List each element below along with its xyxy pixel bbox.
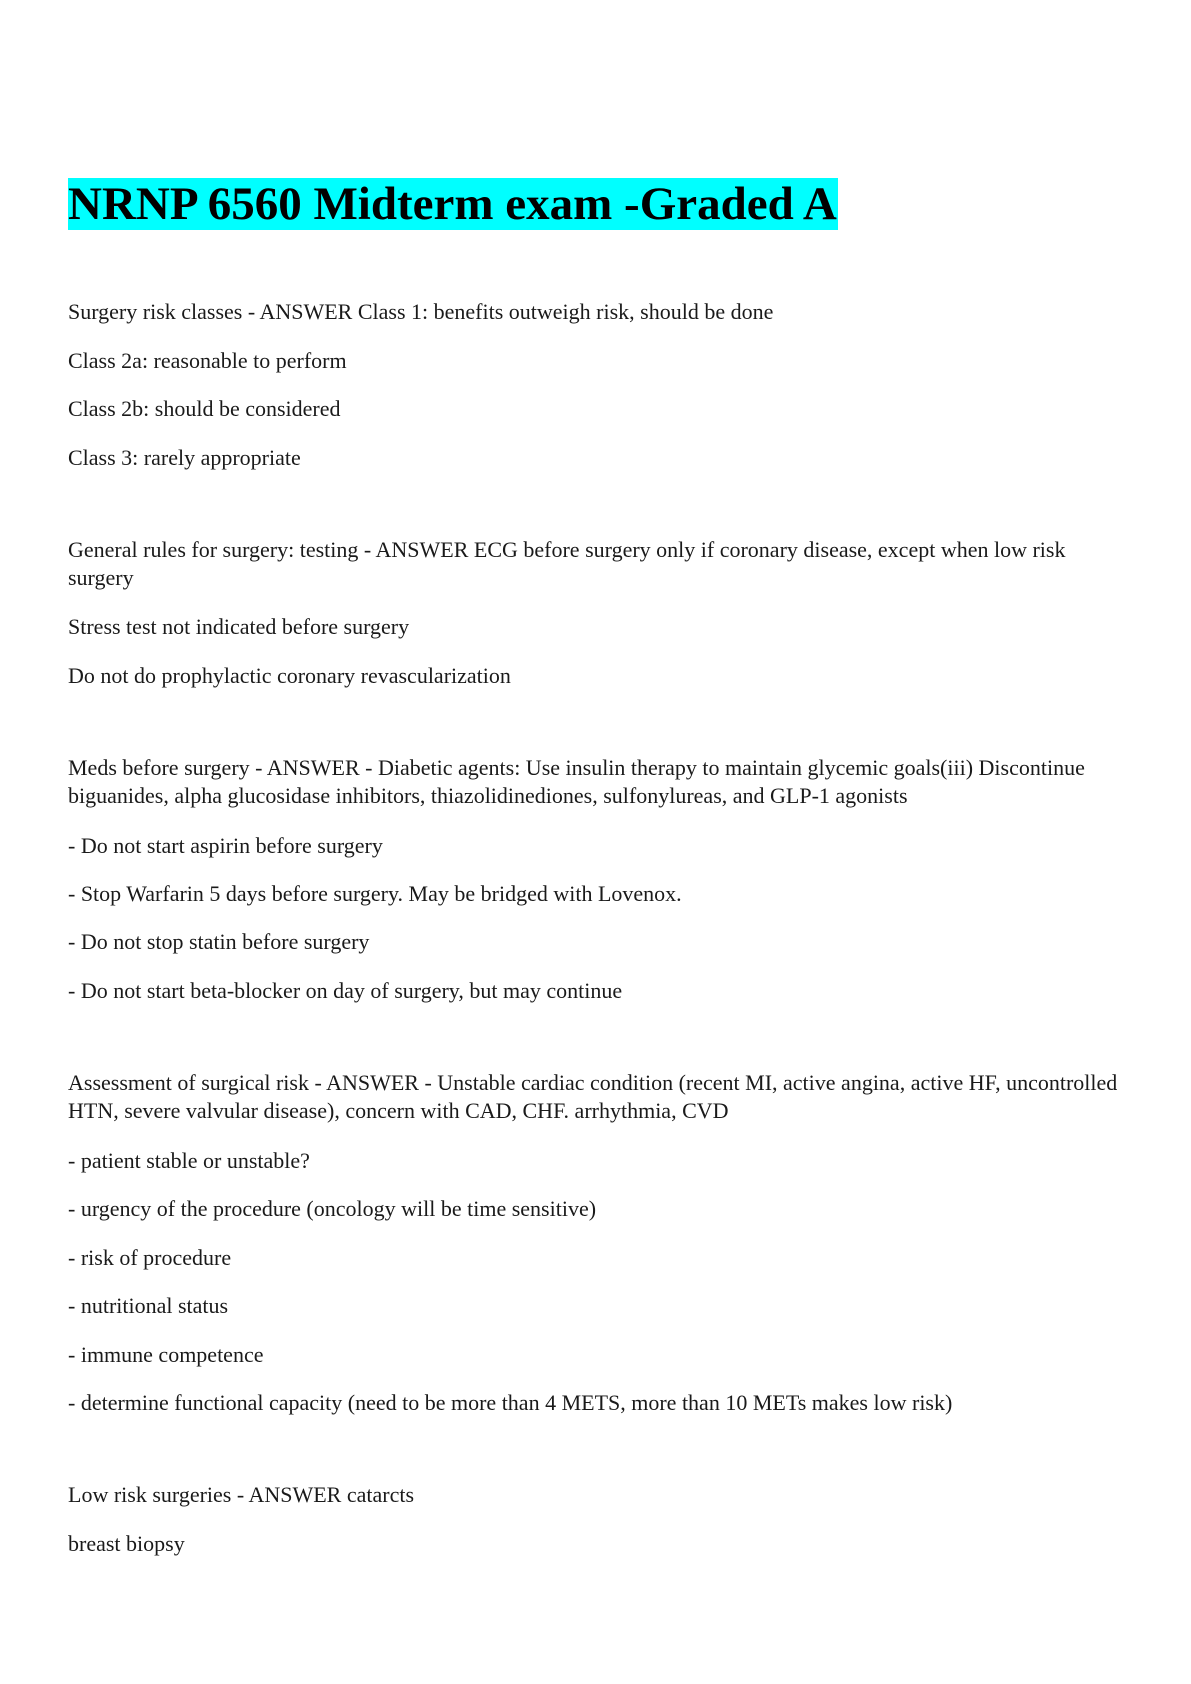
line-prophylactic-revascularization: Do not do prophylactic coronary revascularization [68,663,511,688]
line-urgency: - urgency of the procedure (oncology will be time sensitive) [68,1196,597,1221]
line-functional-capacity: - determine functional capacity (need to be more than 4 METS, more than 10 METs makes low risk) [68,1390,953,1415]
paragraph-surgery-risk-classes: Surgery risk classes - ANSWER Class 1: benefits outweigh risk, should be done [68,299,774,324]
paragraph-general-rules: General rules for surgery: testing - ANSWER ECG before surgery only if coronary disease, except when low risk surgery [68,537,1066,590]
line-beta-blocker: - Do not start beta-blocker on day of surgery, but may continue [68,978,623,1003]
line-nutritional-status: - nutritional status [68,1293,229,1318]
paragraph-low-risk-surgeries: Low risk surgeries - ANSWER catarcts [68,1482,415,1507]
line-breast-biopsy: breast biopsy [68,1531,185,1556]
line-statin: - Do not stop statin before surgery [68,929,370,954]
line-risk-of-procedure: - risk of procedure [68,1245,232,1270]
line-class-2b: Class 2b: should be considered [68,396,341,421]
line-warfarin: - Stop Warfarin 5 days before surgery. May be bridged with Lovenox. [68,881,682,906]
paragraph-meds-before-surgery: Meds before surgery - ANSWER - Diabetic agents: Use insulin therapy to maintain glycemic goals(iii) Discontinue biguanides, alpha glucosidase inhibitors, thiazolidinediones, sulfonylureas, and GLP-1 agonists [68,755,1085,808]
line-class-3: Class 3: rarely appropriate [68,445,301,470]
line-class-2a: Class 2a: reasonable to perform [68,348,347,373]
line-immune-competence: - immune competence [68,1342,264,1367]
document-title [68,178,838,230]
paragraph-assessment-surgical-risk: Assessment of surgical risk - ANSWER - Unstable cardiac condition (recent MI, active angina, active HF, uncontrolled HTN, severe valvular disease), concern with CAD, CHF. arrhythmia, CVD [68,1070,1118,1123]
line-aspirin: - Do not start aspirin before surgery [68,833,383,858]
line-patient-stable: - patient stable or unstable? [68,1148,310,1173]
title-highlight: NRNP 6560 Midterm exam -Graded A [68,178,837,230]
line-stress-test: Stress test not indicated before surgery [68,614,410,639]
